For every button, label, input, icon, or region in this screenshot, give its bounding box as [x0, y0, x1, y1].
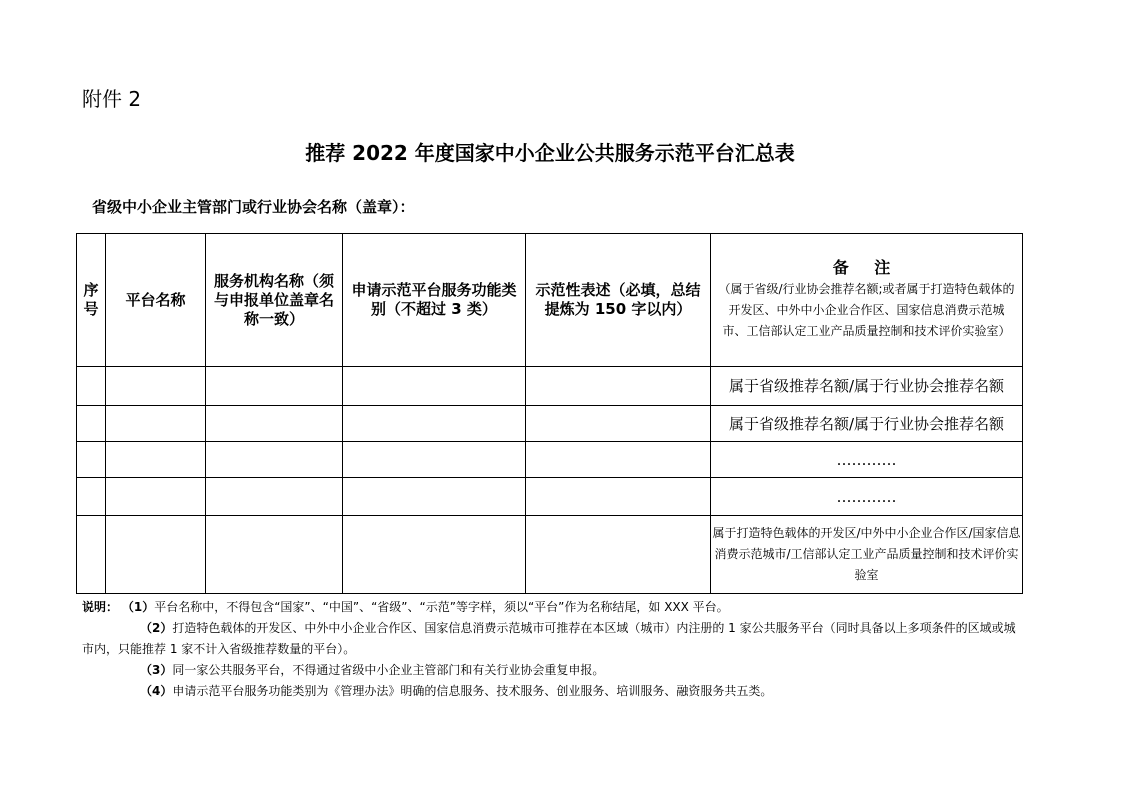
header-institution-name: 服务机构名称（须与申报单位盖章名称一致） — [206, 234, 343, 367]
cell-description[interactable] — [526, 367, 711, 406]
cell-category[interactable] — [343, 442, 526, 478]
table-row — [77, 516, 1023, 594]
table-row — [77, 442, 1023, 478]
cell-description[interactable] — [526, 442, 711, 478]
note-text: 打造特色载体的开发区、中外中小企业合作区、国家信息消费示范城市可推荐在本区域（城市）内注册的 1 家公共服务平台（同时具备以上多项条件的区域或城市内，只能推荐 1 家不计入省级推荐数量的平台）。 — [82, 621, 1016, 656]
cell-remark: 属于省级推荐名额/属于行业协会推荐名额 — [711, 367, 1023, 406]
cell-category[interactable] — [343, 367, 526, 406]
organization-label: 省级中小企业主管部门或行业协会名称（盖章）： — [92, 198, 415, 216]
remarks-title: 备 注 — [832, 258, 901, 277]
cell-seq[interactable] — [77, 406, 106, 442]
cell-platform[interactable] — [106, 516, 206, 594]
cell-institution[interactable] — [206, 367, 343, 406]
cell-description[interactable] — [526, 478, 711, 516]
cell-remark: 属于省级推荐名额/属于行业协会推荐名额 — [711, 406, 1023, 442]
cell-platform[interactable] — [106, 406, 206, 442]
note-number: （4） — [140, 684, 173, 698]
cell-seq[interactable] — [77, 442, 106, 478]
note-item — [82, 618, 1022, 660]
note-number: （3） — [140, 663, 173, 677]
header-seq: 序号 — [77, 234, 106, 367]
header-service-category: 申请示范平台服务功能类别（不超过 3 类） — [343, 234, 526, 367]
header-platform-name: 平台名称 — [106, 234, 206, 367]
cell-platform[interactable] — [106, 442, 206, 478]
note-number: （1） — [121, 600, 155, 614]
cell-category[interactable] — [343, 516, 526, 594]
cell-platform[interactable] — [106, 478, 206, 516]
note-text: 平台名称中，不得包含“国家”、“中国”、“省级”、“示范”等字样，须以“平台”作为名称结尾，如 XXX 平台。 — [154, 600, 729, 614]
cell-platform[interactable] — [106, 367, 206, 406]
remarks-subtitle: （属于省级/行业协会推荐名额;或者属于打造特色载体的开发区、中外中小企业合作区、国家信息消费示范城市、工信部认定工业产品质量控制和技术评价实验室） — [718, 282, 1015, 338]
notes-label: 说明： — [82, 600, 119, 614]
cell-category[interactable] — [343, 478, 526, 516]
cell-seq[interactable] — [77, 516, 106, 594]
cell-description[interactable] — [526, 406, 711, 442]
cell-institution[interactable] — [206, 442, 343, 478]
cell-institution[interactable] — [206, 406, 343, 442]
cell-seq[interactable] — [77, 478, 106, 516]
cell-category[interactable] — [343, 406, 526, 442]
note-text: 同一家公共服务平台，不得通过省级中小企业主管部门和有关行业协会重复申报。 — [172, 663, 605, 677]
note-item — [82, 681, 1022, 702]
annex-label: 附件 2 — [82, 87, 142, 111]
header-description: 示范性表述（必填，总结提炼为 150 字以内） — [526, 234, 711, 367]
cell-description[interactable] — [526, 516, 711, 594]
table-row — [77, 367, 1023, 406]
cell-seq[interactable] — [77, 367, 106, 406]
notes-section — [82, 597, 1022, 702]
cell-institution[interactable] — [206, 516, 343, 594]
table-row — [77, 406, 1023, 442]
table-row — [77, 478, 1023, 516]
cell-remark: ………… — [711, 478, 1023, 516]
cell-institution[interactable] — [206, 478, 343, 516]
header-remarks — [711, 234, 1023, 367]
cell-remark: 属于打造特色载体的开发区/中外中小企业合作区/国家信息消费示范城市/工信部认定工业产品质量控制和技术评价实验室 — [711, 516, 1023, 594]
document-title: 推荐 2022 年度国家中小企业公共服务示范平台汇总表 — [305, 141, 795, 165]
note-number: （2） — [140, 621, 173, 635]
header-row — [77, 234, 1023, 367]
note-text: 申请示范平台服务功能类别为《管理办法》明确的信息服务、技术服务、创业服务、培训服务、融资服务共五类。 — [172, 684, 773, 698]
note-item — [82, 660, 1022, 681]
cell-remark: ………… — [711, 442, 1023, 478]
note-item — [82, 597, 1022, 618]
summary-table — [76, 233, 1023, 594]
